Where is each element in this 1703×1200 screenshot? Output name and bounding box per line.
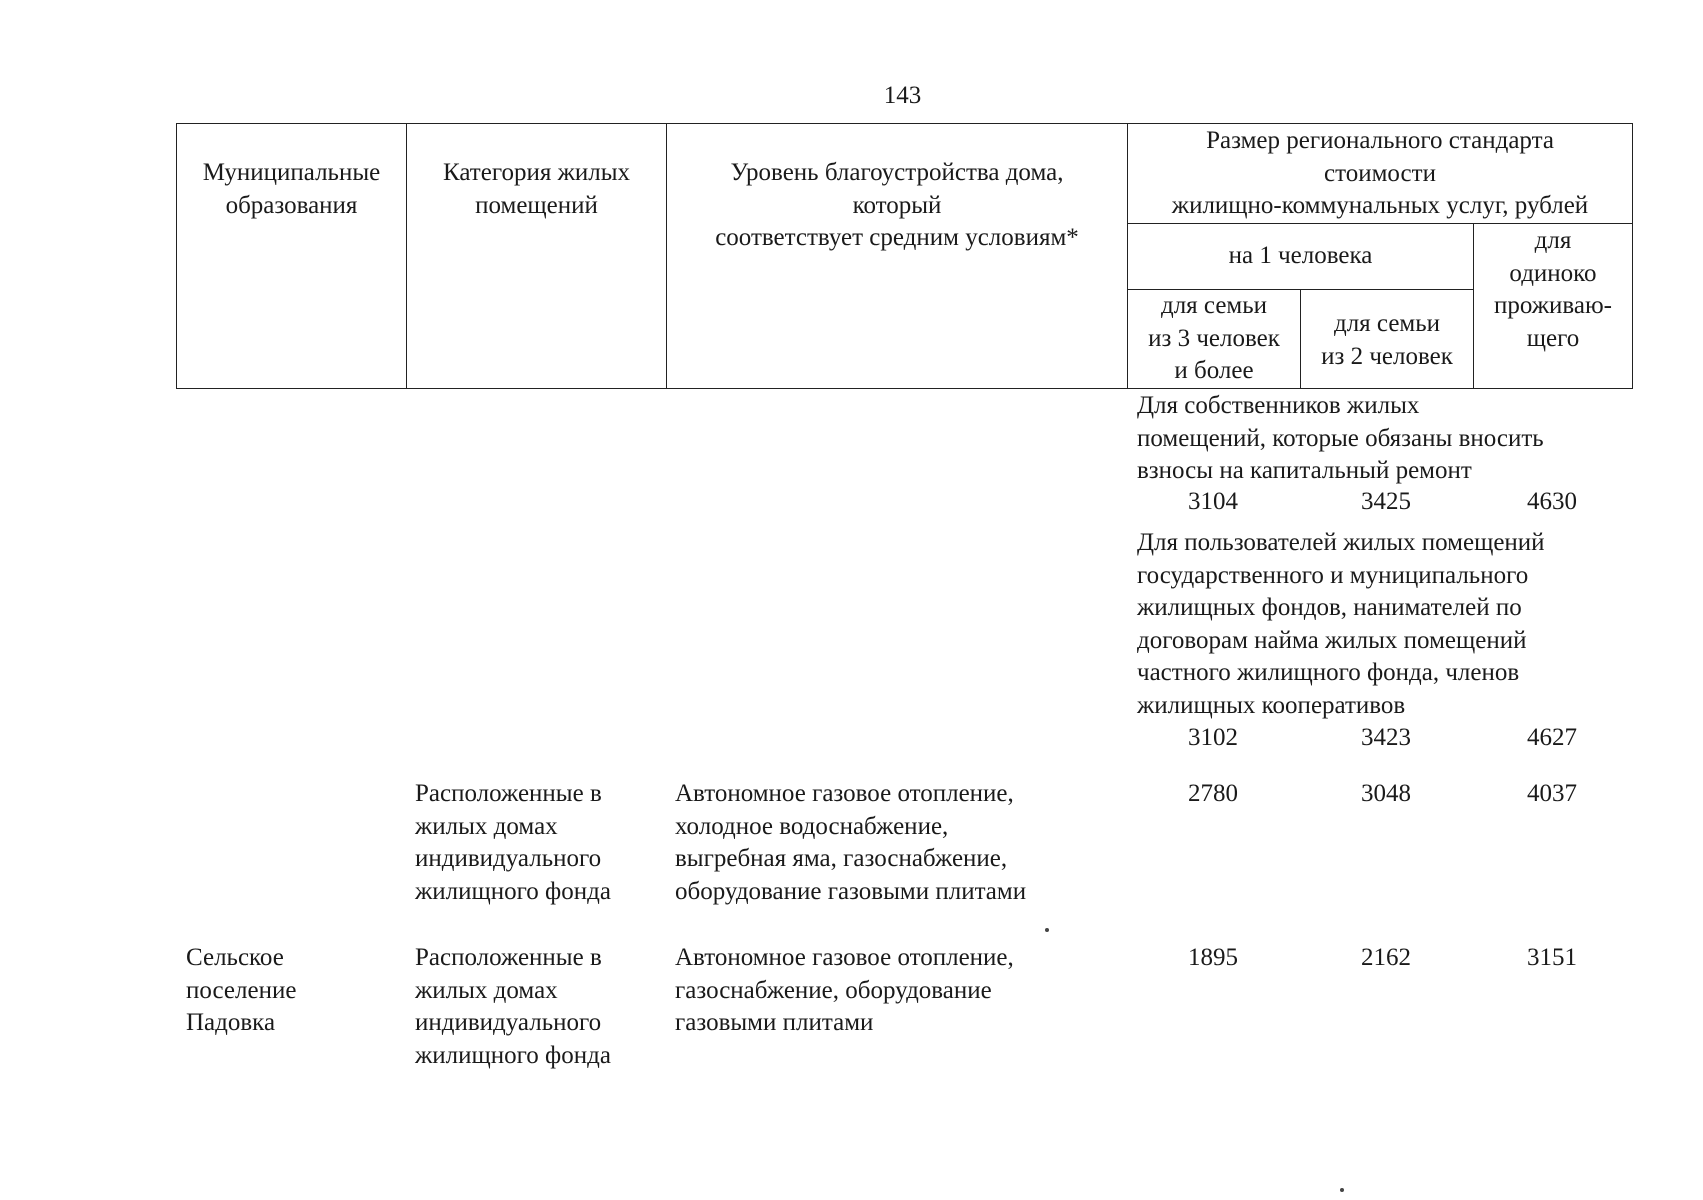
header-standard-line: жилищно-коммунальных услуг, рублей (1171, 192, 1589, 219)
users-value-single: 4627 (1527, 724, 1577, 751)
header-standard-line: Размер регионального стандарта (1206, 127, 1554, 154)
header-level-line: который (852, 191, 942, 219)
owners-note (1137, 390, 1657, 488)
row-category-line: жилых домах (415, 976, 558, 1004)
row-category-line: индивидуального (415, 845, 602, 872)
users-note-line: государственного и муниципального (1137, 561, 1529, 589)
owners-value-single: 4630 (1527, 488, 1577, 515)
owners-value-family3: 3104 (1188, 488, 1238, 515)
header-single-line: щего (1526, 324, 1580, 352)
row-level-line: выгребная яма, газоснабжение, (675, 845, 1008, 872)
row-value-family2: 2162 (1361, 944, 1411, 971)
row-municipal-line: поселение (186, 976, 297, 1004)
header-municipal: Муниципальные образования (202, 159, 381, 219)
header-single-line: для (1534, 227, 1572, 254)
header-per-person: на 1 человека (1228, 242, 1373, 269)
users-note-line: жилищных кооперативов (1137, 691, 1406, 719)
row-level (675, 778, 1125, 908)
header-single-line: проживаю- (1494, 292, 1612, 319)
row-category-line: жилищного фонда (415, 1041, 611, 1069)
row-level (675, 942, 1125, 1040)
users-note-line: Для пользователей жилых помещений (1137, 529, 1545, 556)
row-municipal-line: Падовка (186, 1009, 276, 1036)
row-level-line: холодное водоснабжение, (675, 812, 949, 840)
header-family2-line: из 2 человек (1321, 342, 1453, 370)
row-level-line: Автономное газовое отопление, (675, 780, 1014, 807)
row-category (415, 778, 665, 908)
header-family3-line: для семьи (1160, 292, 1268, 319)
row-level-line: газовыми плитами (675, 1009, 874, 1036)
row-municipal-line: Сельское (186, 944, 284, 971)
header-family3-line: из 3 человек (1148, 324, 1280, 352)
row-category-line: жилых домах (415, 812, 558, 840)
row-category (415, 942, 665, 1072)
owners-note-line: взносы на капитальный ремонт (1137, 457, 1472, 484)
scan-speck (1340, 1188, 1344, 1192)
header-family2-line: для семьи (1333, 310, 1441, 337)
scan-speck (1045, 928, 1049, 932)
users-note-line: частного жилищного фонда, членов (1137, 659, 1520, 686)
header-standard (1129, 125, 1631, 223)
row-category-line: индивидуального (415, 1009, 602, 1036)
header-family3 (1129, 290, 1299, 388)
users-note-line: жилищных фондов, нанимателей по (1137, 594, 1522, 621)
row-category-line: Расположенные в (415, 780, 602, 807)
header-level-line: Уровень благоустройства дома, (730, 159, 1064, 186)
owners-value-family2: 3425 (1361, 488, 1411, 515)
users-value-family2: 3423 (1361, 724, 1411, 751)
users-note-line: договорам найма жилых помещений (1137, 626, 1527, 654)
header-single-line: одиноко (1509, 259, 1597, 287)
header-category: Категория жилых помещений (443, 159, 630, 219)
header-level-line: соответствует средним условиям* (715, 224, 1079, 251)
row-value-family3: 2780 (1188, 780, 1238, 807)
row-value-family3: 1895 (1188, 944, 1238, 971)
header-family3-line: и более (1174, 357, 1254, 384)
row-category-line: Расположенные в (415, 944, 602, 971)
header-single (1475, 225, 1631, 355)
row-level-line: оборудование газовыми плитами (675, 877, 1027, 905)
owners-note-line: Для собственников жилых (1137, 392, 1420, 419)
row-level-line: газоснабжение, оборудование (675, 976, 992, 1004)
header-level (668, 157, 1126, 255)
row-municipal (186, 942, 406, 1040)
row-value-single: 3151 (1527, 944, 1577, 971)
users-value-family3: 3102 (1188, 724, 1238, 751)
page-number: 143 (883, 82, 922, 109)
header-standard-line: стоимости (1324, 159, 1436, 187)
owners-note-line: помещений, которые обязаны вносить (1137, 424, 1544, 452)
header-family2 (1302, 308, 1472, 373)
row-level-line: Автономное газовое отопление, (675, 944, 1014, 971)
users-note (1137, 527, 1657, 722)
row-value-family2: 3048 (1361, 780, 1411, 807)
row-category-line: жилищного фонда (415, 877, 611, 905)
row-value-single: 4037 (1527, 780, 1577, 807)
